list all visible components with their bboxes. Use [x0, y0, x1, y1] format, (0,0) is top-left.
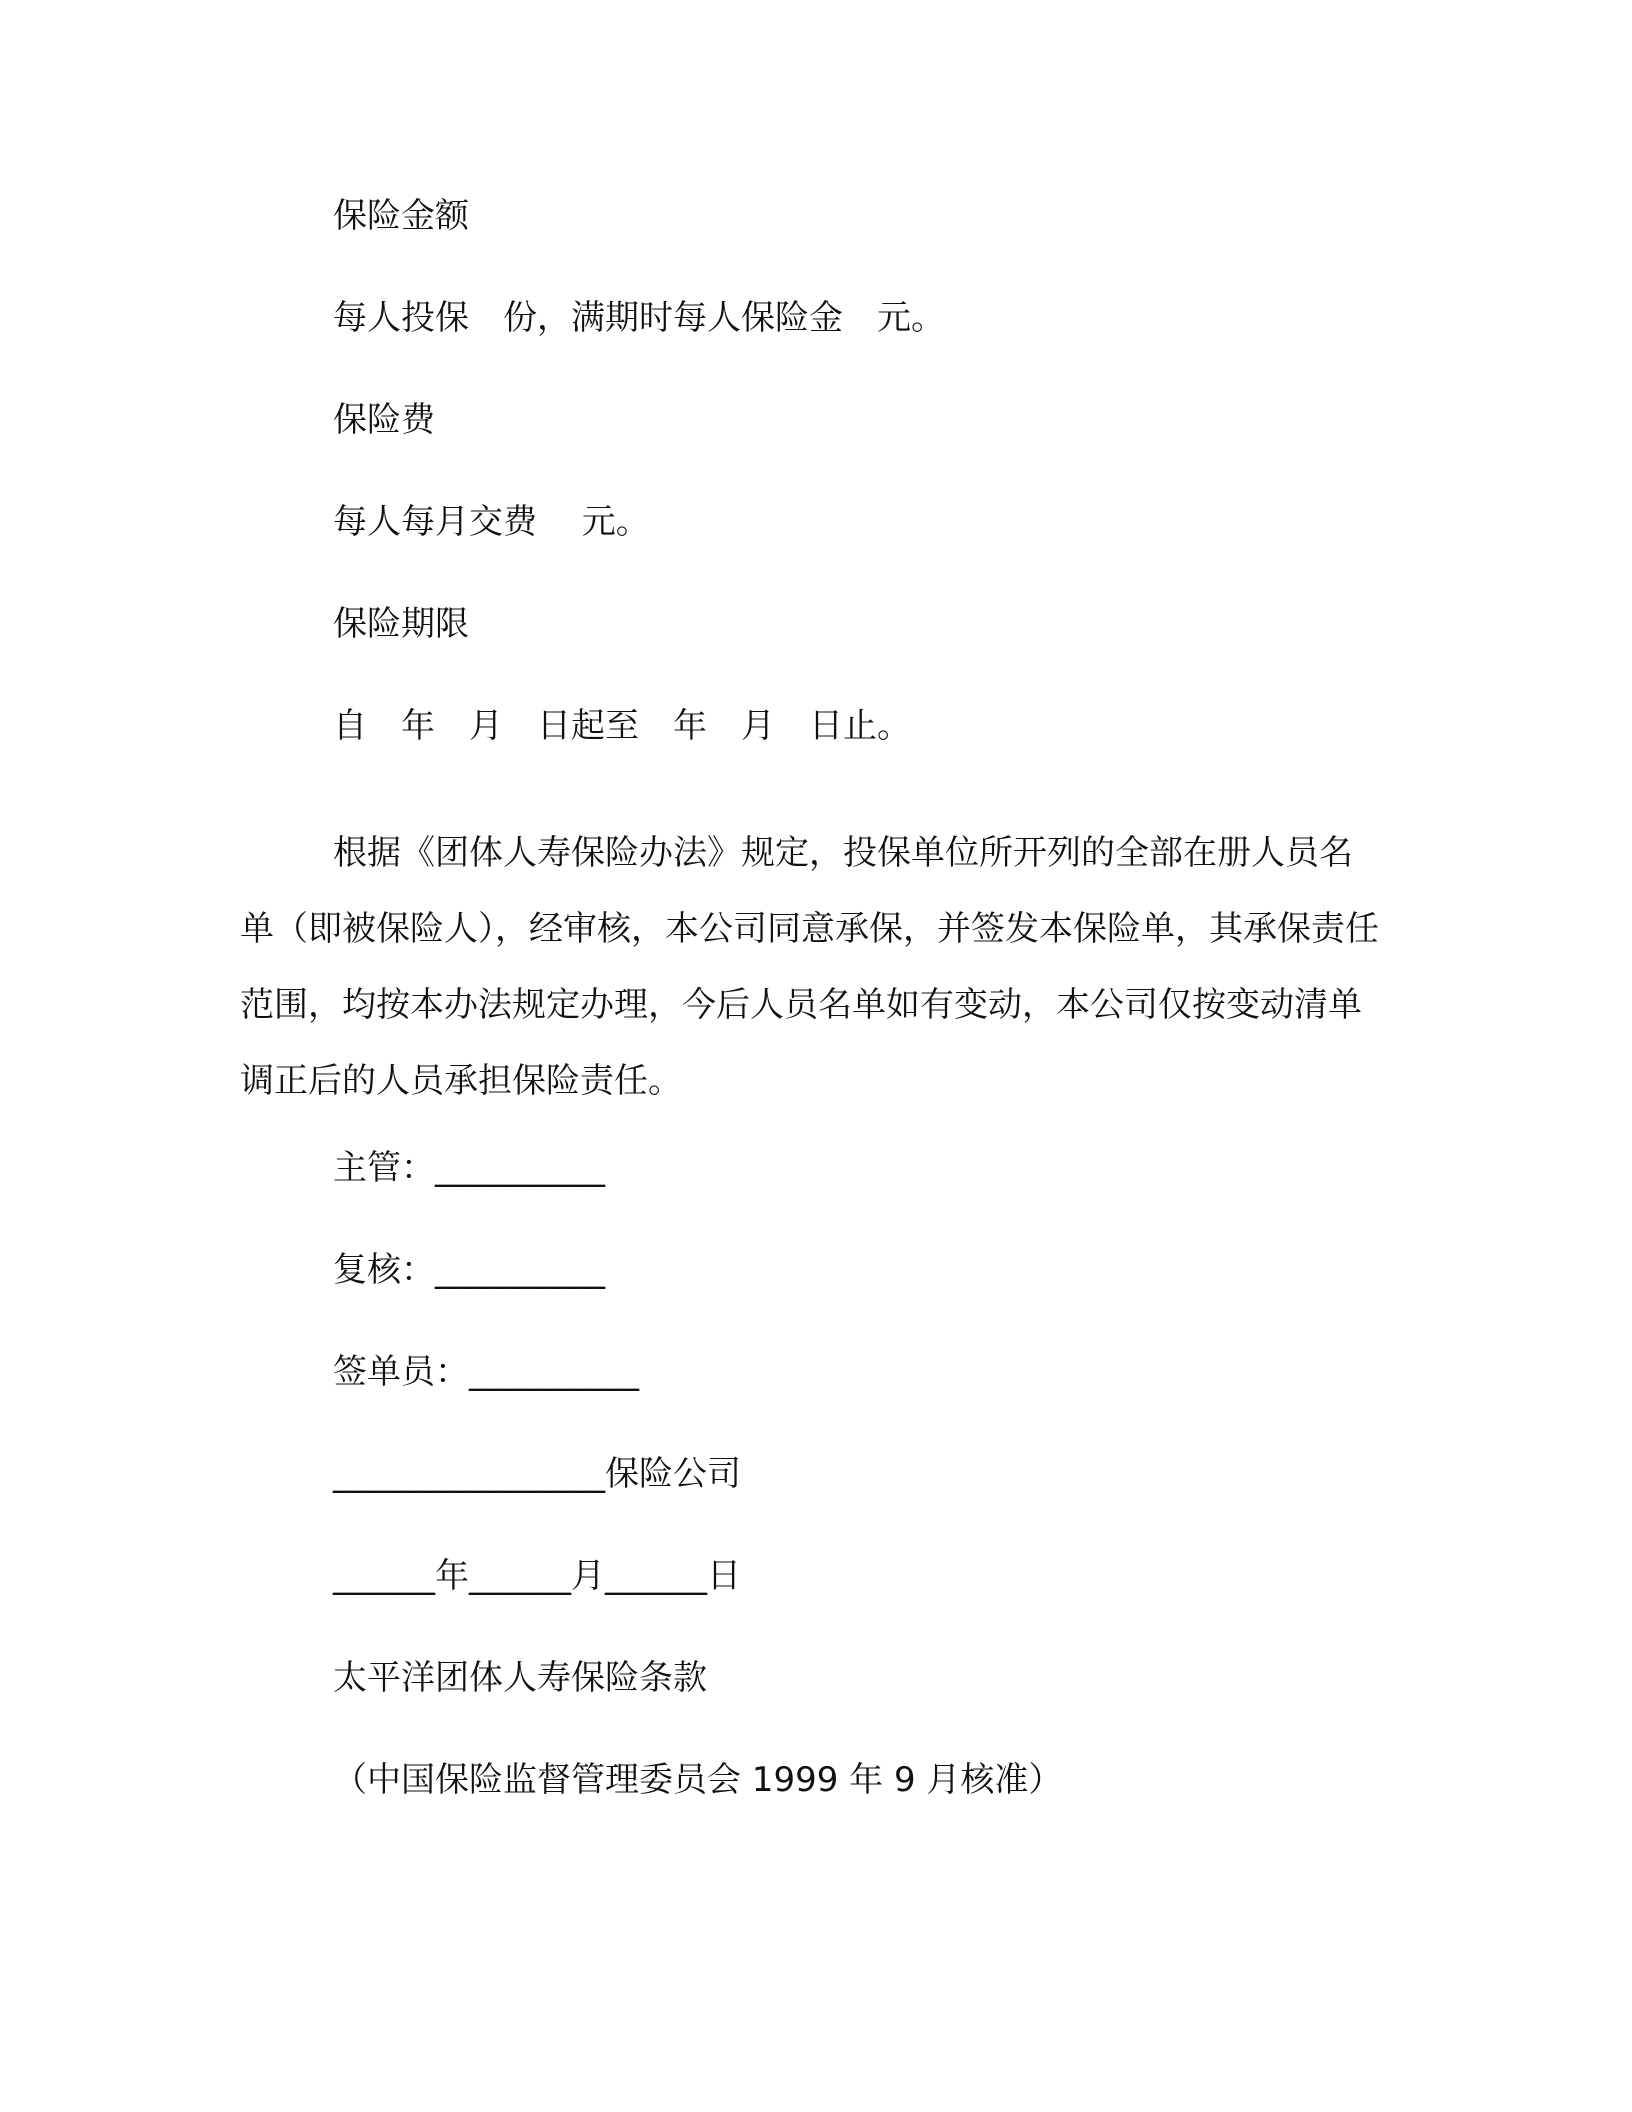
declaration-paragraph: 根据《团体人寿保险办法》规定，投保单位所开列的全部在册人员名单（即被保险人），经审核，本公司同意承保，并签发本保险单，其承保责任范围，均按本办法规定办理，今后人员名单如有变动，本公司仅按变动清单调正后的人员承担保险责任。: [240, 833, 1379, 1101]
reviewer-signature-line: 复核：__________: [333, 1250, 605, 1290]
period-text: 自 年 月 日起至 年 月 日止。: [333, 706, 911, 746]
premium-heading: 保险费: [333, 400, 435, 440]
period-heading: 保险期限: [333, 604, 469, 644]
date-line: ______年______月______日: [333, 1556, 741, 1596]
insured-amount-text: 每人投保 份，满期时每人保险金 元。: [333, 298, 945, 338]
supervisor-signature-line: 主管：__________: [333, 1148, 605, 1188]
premium-text: 每人每月交费 元。: [333, 502, 650, 542]
clause-title: 太平洋团体人寿保险条款: [333, 1658, 707, 1698]
approval-note: （中国保险监督管理委员会 1999 年 9 月核准）: [333, 1760, 1063, 1800]
company-line: ________________保险公司: [333, 1454, 741, 1494]
insured-amount-heading: 保险金额: [333, 196, 469, 236]
issuer-signature-line: 签单员：__________: [333, 1352, 639, 1392]
